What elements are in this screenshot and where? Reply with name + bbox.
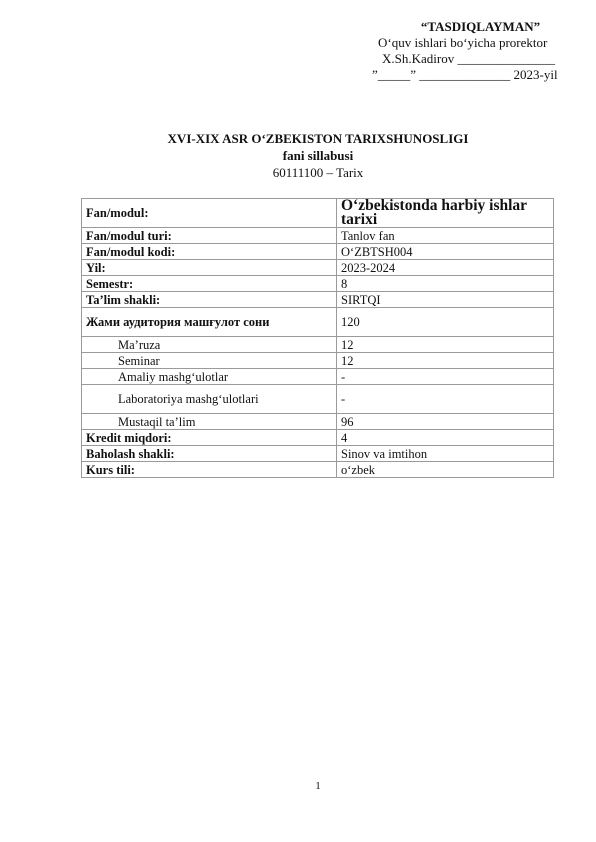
- row-value: -: [337, 385, 554, 414]
- row-label: Semestr:: [82, 276, 337, 292]
- title-line-1: XVI-XIX ASR O‘ZBEKISTON TARIXSHUNOSLIGI: [167, 131, 469, 146]
- table-row: [82, 430, 554, 446]
- row-value: 8: [337, 276, 554, 292]
- row-label: Yil:: [82, 260, 337, 276]
- document-title: [0, 130, 596, 181]
- row-label: Fan/modul turi:: [82, 228, 337, 244]
- title-line-3: 60111100 – Tarix: [272, 165, 364, 180]
- approval-block: [368, 19, 583, 83]
- row-value: 12: [337, 337, 554, 353]
- row-value: SIRTQI: [337, 292, 554, 308]
- table-row: [82, 337, 554, 353]
- table-row: [82, 308, 554, 337]
- row-value: 2023-2024: [337, 260, 554, 276]
- table-row: [82, 244, 554, 260]
- row-label: Kurs tili:: [82, 462, 337, 478]
- row-value: Sinov va imtihon: [337, 446, 554, 462]
- row-label: Kredit miqdori:: [82, 430, 337, 446]
- row-value: O‘zbekistonda harbiy ishlar tarixi: [337, 199, 554, 228]
- row-label: Ma’ruza: [82, 337, 337, 353]
- table-row: [82, 385, 554, 414]
- row-value: 4: [337, 430, 554, 446]
- table-row: [82, 446, 554, 462]
- row-label: Жами аудитория машғулот сони: [82, 308, 337, 337]
- row-label: Seminar: [82, 353, 337, 369]
- row-label: Laboratoriya mashg‘ulotlari: [82, 385, 337, 414]
- table-row: [82, 369, 554, 385]
- row-value: 96: [337, 414, 554, 430]
- row-label: Fan/modul:: [82, 199, 337, 228]
- approver-name: X.Sh.Kadirov _______________: [382, 51, 555, 66]
- row-label: Baholash shakli:: [82, 446, 337, 462]
- row-value: Tanlov fan: [337, 228, 554, 244]
- row-label: Ta’lim shakli:: [82, 292, 337, 308]
- approval-date: ”_____” ______________ 2023-yil: [372, 67, 558, 82]
- row-value: 120: [337, 308, 554, 337]
- row-value: O‘ZBTSH004: [337, 244, 554, 260]
- table-row: [82, 276, 554, 292]
- syllabus-table: [81, 198, 554, 478]
- table-row: [82, 462, 554, 478]
- row-value: 12: [337, 353, 554, 369]
- title-line-2: fani sillabusi: [282, 148, 354, 163]
- table-row: [82, 228, 554, 244]
- row-label: Mustaqil ta’lim: [82, 414, 337, 430]
- row-label: Fan/modul kodi:: [82, 244, 337, 260]
- approval-heading: “TASDIQLAYMAN”: [420, 19, 541, 34]
- row-value: -: [337, 369, 554, 385]
- row-label: Amaliy mashg‘ulotlar: [82, 369, 337, 385]
- table-row: [82, 292, 554, 308]
- table-row: [82, 199, 554, 228]
- table-row: [82, 260, 554, 276]
- row-value: o‘zbek: [337, 462, 554, 478]
- table-row: [82, 414, 554, 430]
- approver-position: O‘quv ishlari bo‘yicha prorektor: [378, 35, 548, 50]
- page-number: 1: [315, 780, 321, 792]
- table-row: [82, 353, 554, 369]
